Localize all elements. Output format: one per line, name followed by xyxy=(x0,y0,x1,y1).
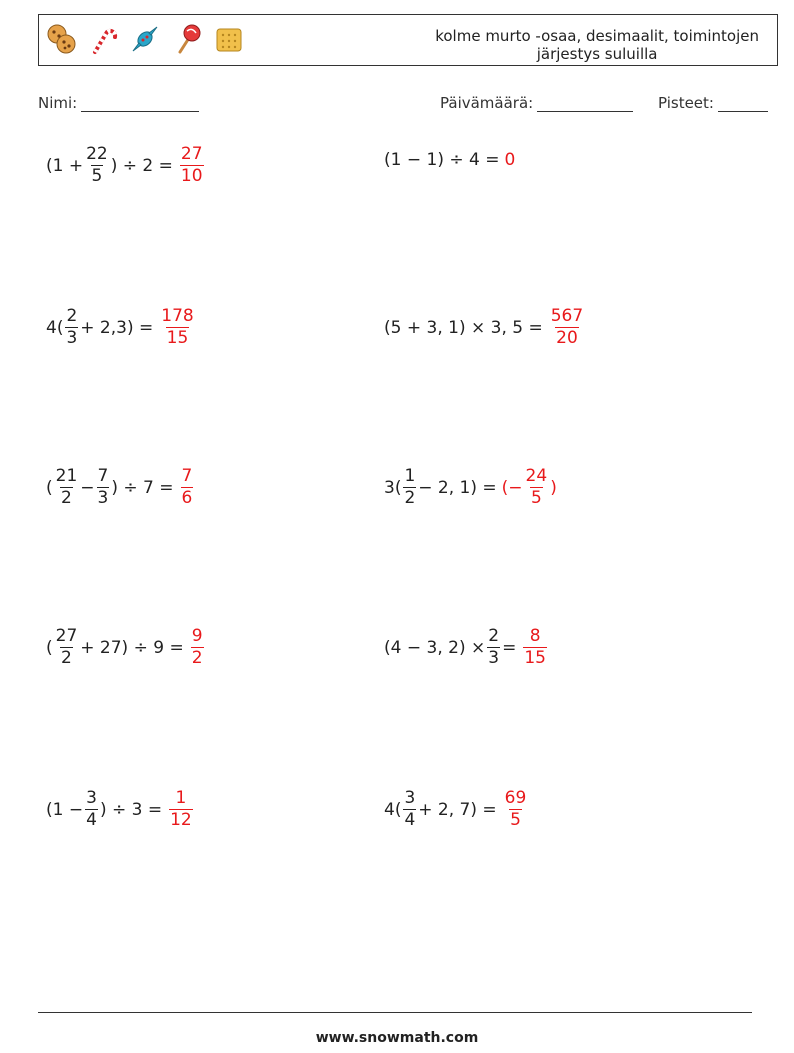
answer-numerator: 27 xyxy=(180,144,203,164)
footer-divider xyxy=(38,1012,752,1013)
wrapped-candy-icon xyxy=(129,23,161,55)
expr-part: (5 + 3, 1) × 3, 5 = xyxy=(384,317,543,338)
answer-denominator: 10 xyxy=(180,166,203,186)
answer-denominator: 20 xyxy=(556,328,578,348)
problem-3 xyxy=(46,308,197,347)
problem-6 xyxy=(384,468,557,507)
score-line[interactable] xyxy=(718,95,768,112)
answer-denominator: 5 xyxy=(530,488,542,508)
problem-8 xyxy=(384,628,549,667)
lollipop-icon xyxy=(171,23,203,55)
answer-numerator: 7 xyxy=(181,466,193,486)
name-field xyxy=(38,94,199,112)
expr-part: ) ÷ 2 = xyxy=(110,155,173,176)
answer-denominator: 5 xyxy=(510,810,521,830)
problem-1 xyxy=(46,146,206,185)
title-line-1: kolme murto -osaa, desimaalit, toimintojen xyxy=(435,27,759,45)
numerator: 21 xyxy=(55,466,78,486)
denominator: 2 xyxy=(61,488,72,508)
answer-numerator: 69 xyxy=(504,788,527,808)
expr-part: 3( xyxy=(384,477,402,498)
answer-numerator: 1 xyxy=(175,788,187,808)
candy-cane-icon xyxy=(87,23,119,55)
answer-fraction xyxy=(550,308,584,347)
expr-part: − xyxy=(80,477,95,498)
expr-part: ( xyxy=(46,637,53,658)
fraction xyxy=(403,790,416,829)
answer-fraction xyxy=(523,628,547,667)
answer-numerator: 567 xyxy=(550,306,584,326)
numerator: 1 xyxy=(404,466,416,486)
answer-denominator: 2 xyxy=(191,648,203,668)
biscuit-icon xyxy=(213,23,245,55)
expr-part: (1 − xyxy=(46,799,84,820)
denominator: 5 xyxy=(91,166,103,186)
answer-denominator: 6 xyxy=(181,488,193,508)
denominator: 3 xyxy=(97,488,109,508)
title-line-2: järjestys suluilla xyxy=(536,45,658,63)
answer-paren: (− xyxy=(501,477,523,498)
fraction xyxy=(85,790,98,829)
answer: 0 xyxy=(504,150,516,170)
denominator: 2 xyxy=(61,648,72,668)
expr-part: 4( xyxy=(384,799,402,820)
answer-fraction xyxy=(525,468,549,507)
numerator: 2 xyxy=(488,626,500,646)
denominator: 3 xyxy=(488,648,500,668)
problem-4 xyxy=(384,308,586,347)
name-label: Nimi: xyxy=(38,94,78,112)
header-box xyxy=(38,14,778,66)
cookies-icon xyxy=(45,23,77,55)
date-label: Päivämäärä: xyxy=(440,94,534,112)
problem-10 xyxy=(384,790,529,829)
expr-part: + 2, 7) = xyxy=(418,799,497,820)
fraction xyxy=(65,308,78,347)
fraction xyxy=(55,468,79,507)
numerator: 27 xyxy=(55,626,78,646)
answer-fraction xyxy=(169,790,193,829)
numerator: 3 xyxy=(404,788,416,808)
fraction xyxy=(403,468,416,507)
expr-part: + 2,3) = xyxy=(80,317,154,338)
answer-fraction xyxy=(160,308,194,347)
expr-part: (1 − 1) ÷ 4 = xyxy=(384,150,500,170)
date-field xyxy=(440,94,633,112)
numerator: 2 xyxy=(66,306,78,326)
answer-paren: ) xyxy=(550,477,557,498)
denominator: 4 xyxy=(86,810,97,830)
answer-numerator: 9 xyxy=(191,626,203,646)
answer-numerator: 24 xyxy=(525,466,548,486)
numerator: 22 xyxy=(86,144,108,164)
problem-7 xyxy=(46,628,206,667)
expr-part: 4( xyxy=(46,317,64,338)
answer-fraction xyxy=(504,790,528,829)
answer-numerator: 8 xyxy=(529,626,541,646)
answer-denominator: 15 xyxy=(166,328,189,348)
fraction xyxy=(97,468,110,507)
expr-part: (4 − 3, 2) × xyxy=(384,637,486,658)
answer-fraction xyxy=(191,628,204,667)
expr-part: ) ÷ 7 = xyxy=(111,477,174,498)
fraction xyxy=(55,628,79,667)
problem-2 xyxy=(384,150,515,170)
score-field xyxy=(658,94,768,112)
numerator: 7 xyxy=(97,466,109,486)
denominator: 2 xyxy=(404,488,416,508)
footer-site[interactable]: www.snowmath.com xyxy=(315,1030,479,1046)
score-label: Pisteet: xyxy=(658,94,714,112)
answer-denominator: 12 xyxy=(170,810,192,830)
expr-part: = xyxy=(502,637,517,658)
date-line[interactable] xyxy=(537,95,633,112)
problem-5 xyxy=(46,468,195,507)
fraction xyxy=(487,628,500,667)
answer-numerator: 178 xyxy=(161,306,194,326)
icon-row xyxy=(45,23,245,55)
expr-part: ( xyxy=(46,477,53,498)
answer-fraction xyxy=(180,146,204,185)
numerator: 3 xyxy=(86,788,97,808)
answer-fraction xyxy=(181,468,194,507)
fraction xyxy=(85,146,109,185)
expr-part: + 27) ÷ 9 = xyxy=(80,637,184,658)
denominator: 4 xyxy=(404,810,416,830)
worksheet-title xyxy=(435,27,759,63)
name-line[interactable] xyxy=(81,95,199,112)
expr-part: ) ÷ 3 = xyxy=(99,799,163,820)
denominator: 3 xyxy=(66,328,78,348)
answer-denominator: 15 xyxy=(524,648,546,668)
expr-part: (1 + xyxy=(46,155,84,176)
expr-part: − 2, 1) = xyxy=(418,477,497,498)
problem-9 xyxy=(46,790,195,829)
